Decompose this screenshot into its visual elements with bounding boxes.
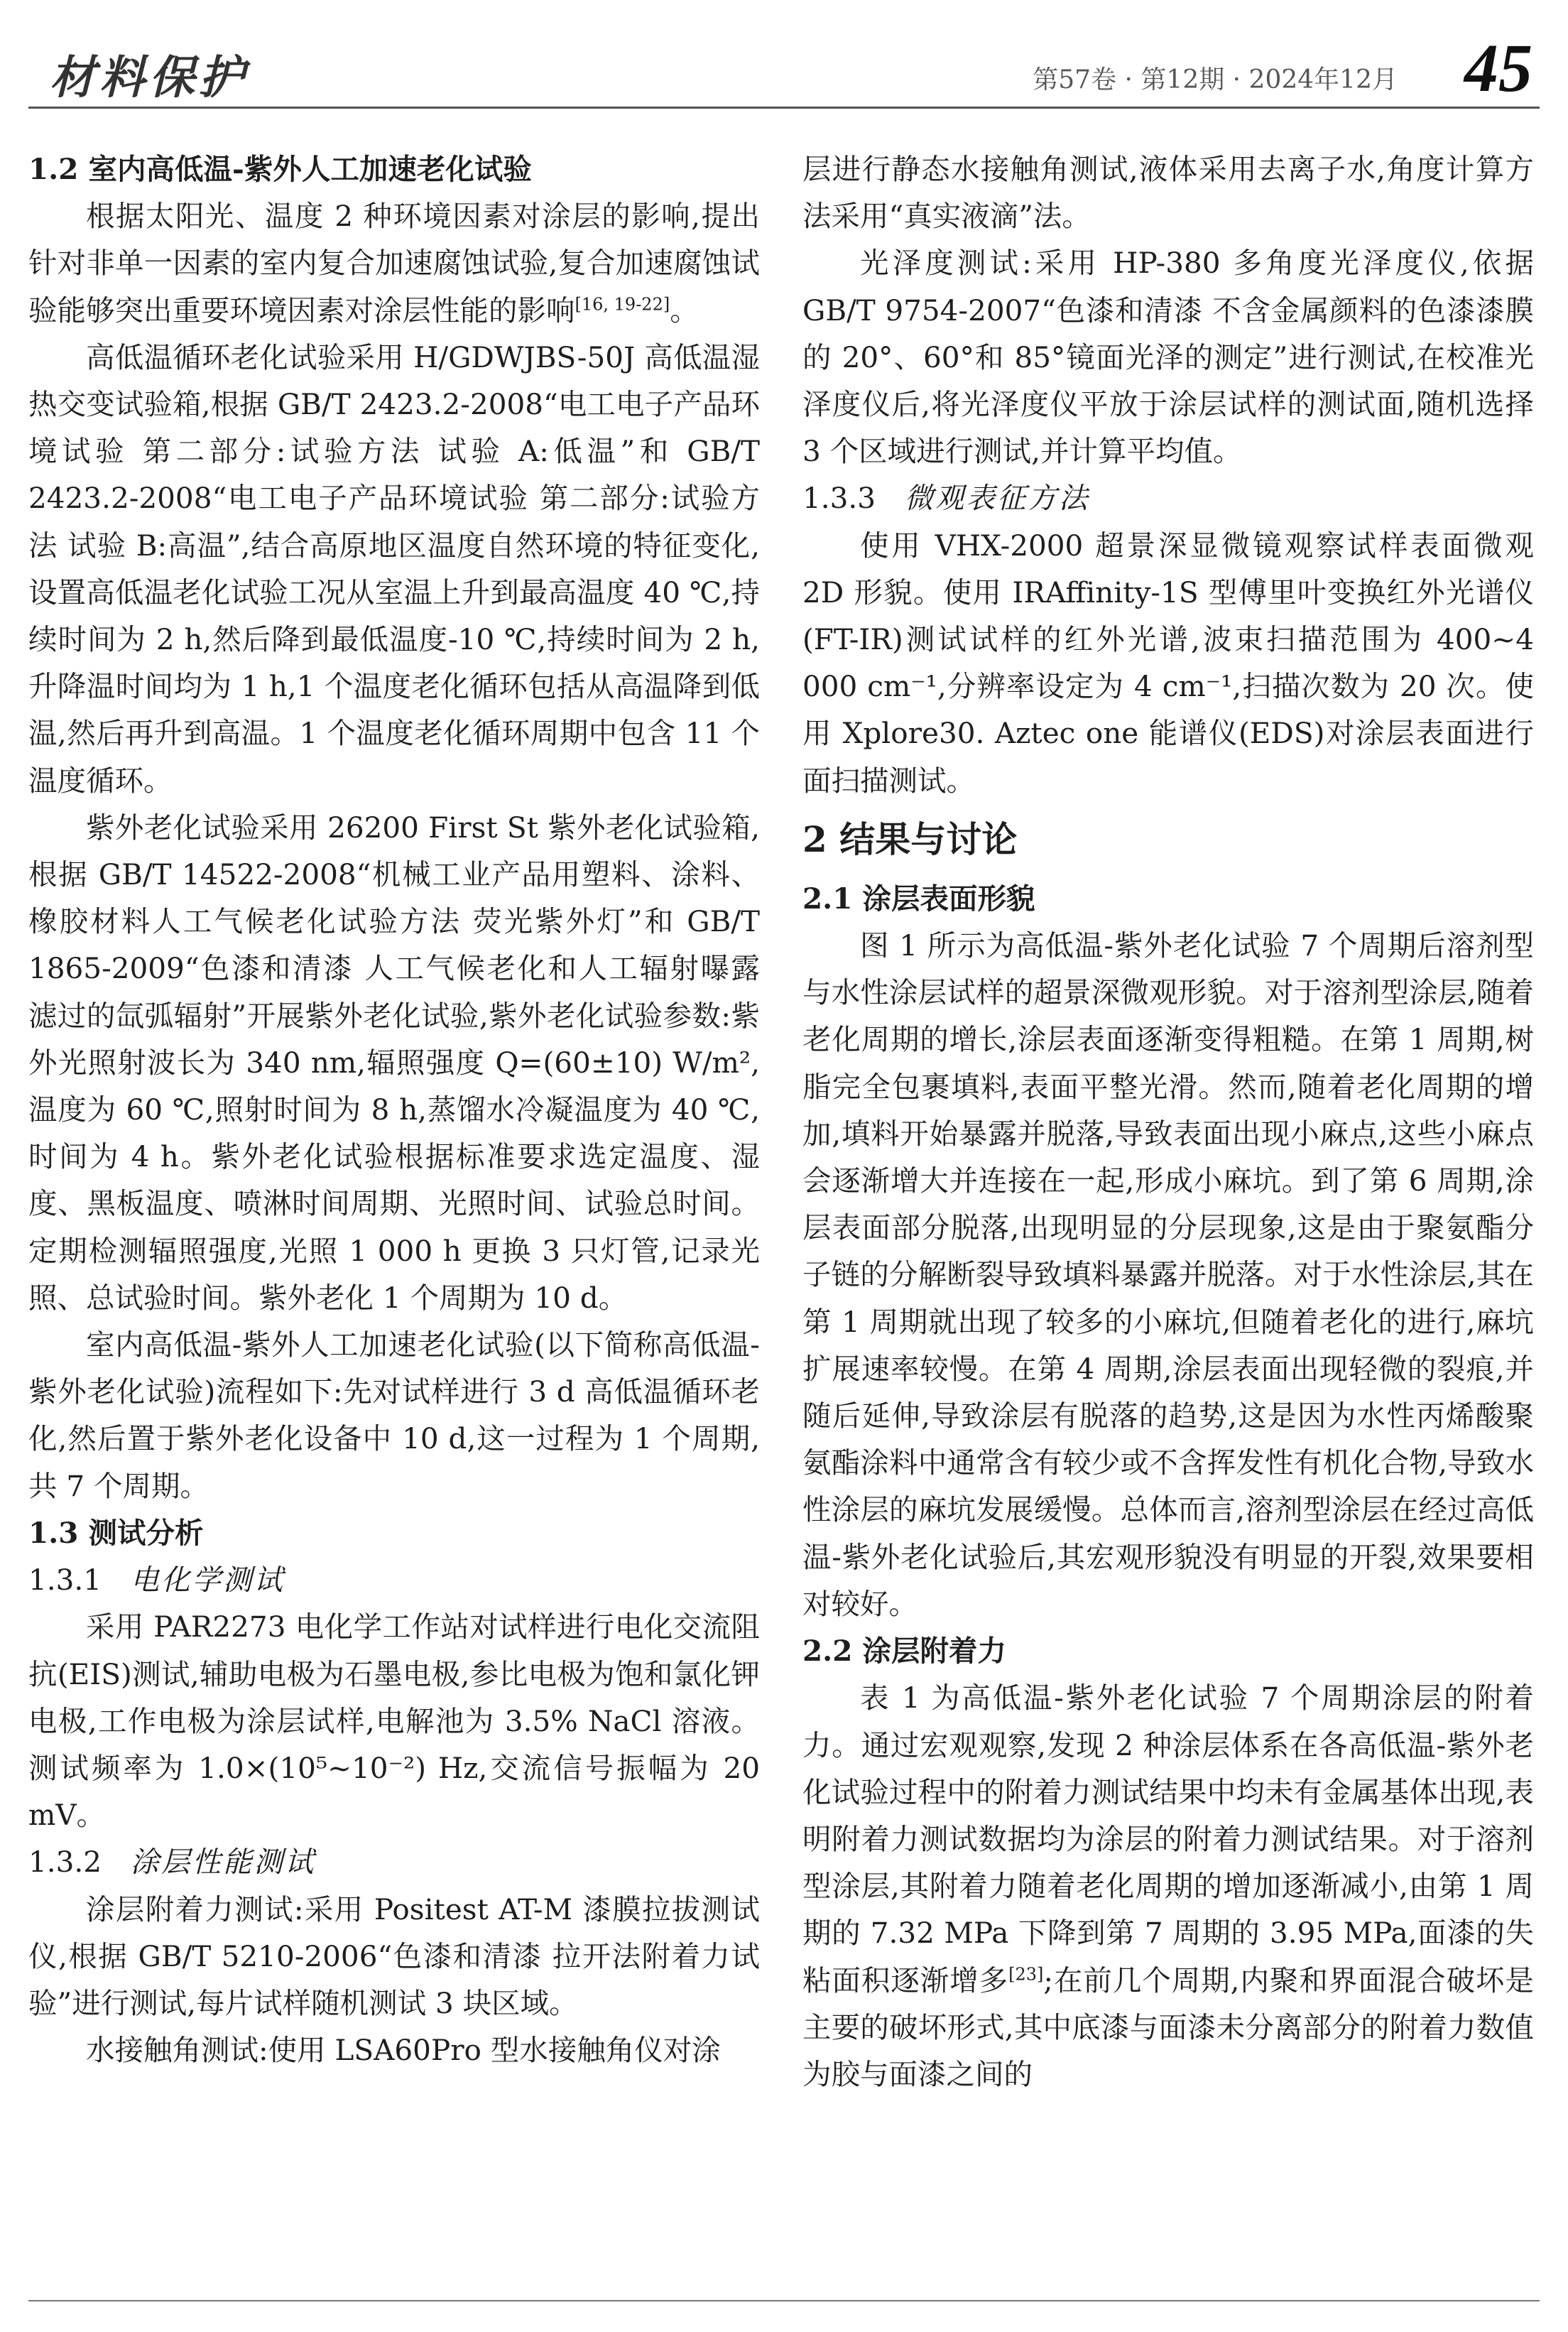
section-heading-2-2: 2.2 涂层附着力 — [802, 1634, 1007, 1669]
subsection-heading-1-3-1: 1.3.1 电化学测试 — [28, 1563, 285, 1598]
paragraph: 高低温循环老化试验采用 H/GDWJBS-50J 高低温湿热交变试验箱,根据 GB/T 2423.2-2008“电工电子产品环境试验 第二部分:试验方法 试验 A:低温”和 GB/T 2423.2-2008“电工电子产品环境试验 第二部分:试验方法 试验 B:高温”,结合高原地区温度自然环境的特征变化,设置高低温老化试验工况从室温上升到最高温度 40 ℃,持续时间为 2 h,然后降到最低温度-10 ℃,持续时间为 2 h,升降温时间均为 1 h,1 个温度老化循环包括从高温降到低温,然后再升到高温。1 个温度老化循环周期中包含 11 个温度循环。 — [28, 340, 760, 798]
paragraph: 表 1 为高低温-紫外老化试验 7 个周期涂层的附着力。通过宏观观察,发现 2 种涂层体系在各高低温-紫外老化试验过程中的附着力测试结果中均未有金属基体出现,表明附着力测试数据均为涂层的附着力测试结果。对于溶剂型涂层,其附着力随着老化周期的增加逐渐减小,由第 1 周期的 7.32 MPa 下降到第 7 周期的 3.95 MPa,面漆的失粘面积逐渐增多[23];在前几个周期,内聚和界面混合破坏是主要的破坏形式,其中底漆与面漆未分离部分的附着力数值为胶与面漆之间的 — [802, 1681, 1534, 2091]
paragraph: 使用 VHX-2000 超景深显微镜观察试样表面微观 2D 形貌。使用 IRAffinity-1S 型傅里叶变换红外光谱仪(FT-IR)测试试样的红外光谱,波束扫描范围为 400~4 000 cm⁻¹,分辨率设定为 4 cm⁻¹,扫描次数为 20 次。使用 Xplore30. Aztec one 能谱仪(EDS)对涂层表面进行面扫描测试。 — [802, 528, 1534, 798]
paragraph: 层进行静态水接触角测试,液体采用去离子水,角度计算方法采用“真实液滴”法。 — [802, 152, 1534, 234]
section-heading-2-1: 2.1 涂层表面形貌 — [802, 881, 1035, 916]
citation: [23] — [1008, 1964, 1044, 1985]
journal-title: 材料保护 — [50, 51, 249, 104]
paragraph: 采用 PAR2273 电化学工作站对试样进行电化交流阻抗(EIS)测试,辅助电极为石墨电极,参比电极为饱和氯化钾电极,工作电极为涂层试样,电解池为 3.5% NaCl 溶液。测试频率为 1.0×(10⁵~10⁻²) Hz,交流信号振幅为 20 mV。 — [28, 1610, 760, 1833]
issue-info: 第57卷 · 第12期 · 2024年12月 — [1033, 65, 1398, 94]
section-heading-1-3: 1.3 测试分析 — [28, 1515, 204, 1550]
subsection-heading-1-3-3: 1.3.3 微观表征方法 — [802, 481, 1090, 516]
subsection-heading-1-3-2: 1.3.2 涂层性能测试 — [28, 1845, 316, 1880]
paragraph: 水接触角测试:使用 LSA60Pro 型水接触角仪对涂 — [86, 2033, 721, 2068]
paragraph: 根据太阳光、温度 2 种环境因素对涂层的影响,提出针对非单一因素的室内复合加速腐蚀试验,复合加速腐蚀试验能够突出重要环境因素对涂层性能的影响[16, 19-22]。 — [28, 199, 760, 327]
paragraph: 光泽度测试:采用 HP-380 多角度光泽度仪,依据 GB/T 9754-2007“色漆和清漆 不含金属颜料的色漆漆膜的 20°、60°和 85°镜面光泽的测定”进行测试,在校准光泽度仪后,将光泽度仪平放于涂层试样的测试面,随机选择 3 个区域进行测试,并计算平均值。 — [802, 246, 1534, 469]
paragraph: 图 1 所示为高低温-紫外老化试验 7 个周期后溶剂型与水性涂层试样的超景深微观形貌。对于溶剂型涂层,随着老化周期的增长,涂层表面逐渐变得粗糙。在第 1 周期,树脂完全包裹填料,表面平整光滑。然而,随着老化周期的增加,填料开始暴露并脱落,导致表面出现小麻点,这些小麻点会逐渐增大并连接在一起,形成小麻坑。到了第 6 周期,涂层表面部分脱落,出现明显的分层现象,这是由于聚氨酯分子链的分解断裂导致填料暴露并脱落。对于水性涂层,其在第 1 周期就出现了较多的小麻坑,但随着老化的进行,麻坑扩展速率较慢。在第 4 周期,涂层表面出现轻微的裂痕,并随后延伸,导致涂层有脱落的趋势,这是因为水性丙烯酸聚氨酯涂料中通常含有较少或不含挥发性有机化合物,导致水性涂层的麻坑发展缓慢。总体而言,溶剂型涂层在经过高低温-紫外老化试验后,其宏观形貌没有明显的开裂,效果要相对较好。 — [802, 928, 1534, 1621]
page-number: 45 — [1464, 30, 1532, 106]
page-header — [28, 28, 1540, 109]
paragraph: 室内高低温-紫外人工加速老化试验(以下简称高低温-紫外老化试验)流程如下:先对试样进行 3 d 高低温循环老化,然后置于紫外老化设备中 10 d,这一过程为 1 个周期,共 7 个周期。 — [28, 1328, 760, 1503]
right-column — [802, 146, 1534, 2098]
citation: [16, 19-22] — [575, 294, 670, 315]
section-heading-2: 2 结果与讨论 — [802, 818, 1018, 860]
footer-rule — [28, 2300, 1540, 2301]
paragraph: 涂层附着力测试:采用 Positest AT-M 漆膜拉拔测试仪,根据 GB/T 5210-2006“色漆和清漆 拉开法附着力试验”进行测试,每片试样随机测试 3 块区域。 — [28, 1892, 760, 2020]
left-column — [28, 146, 760, 2073]
section-heading-1-2: 1.2 室内高低温-紫外人工加速老化试验 — [28, 152, 532, 186]
paragraph: 紫外老化试验采用 26200 First St 紫外老化试验箱,根据 GB/T 14522-2008“机械工业产品用塑料、涂料、橡胶材料人工气候老化试验方法 荧光紫外灯”和 GB/T 1865-2009“色漆和清漆 人工气候老化和人工辐射曝露 滤过的氙弧辐射”开展紫外老化试验,紫外老化试验参数:紫外光照射波长为 340 nm,辐照强度 Q=(60±10) W/m², 温度为 60 ℃,照射时间为 8 h,蒸馏水冷凝温度为 40 ℃,时间为 4 h。紫外老化试验根据标准要求选定温度、湿度、黑板温度、喷淋时间周期、光照时间、试验总时间。定期检测辐照强度,光照 1 000 h 更换 3 只灯管,记录光照、总试验时间。紫外老化 1 个周期为 10 d。 — [28, 810, 760, 1315]
